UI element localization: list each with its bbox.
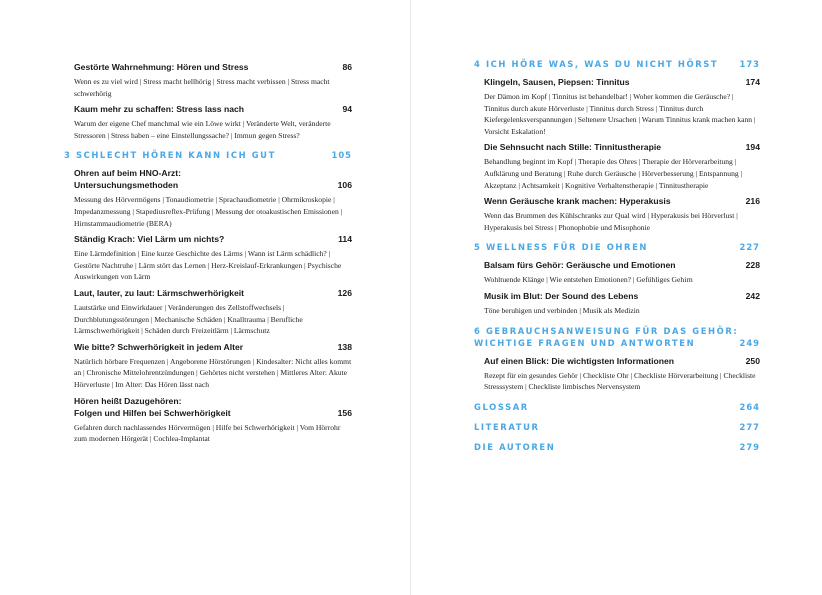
entry-heading <box>484 259 760 271</box>
chapter-title: GLOSSAR <box>474 401 529 412</box>
chapter-title: LITERATUR <box>474 421 540 432</box>
toc-entry[interactable] <box>74 61 352 99</box>
entry-page-number: 114 <box>338 234 352 245</box>
chapter-heading[interactable] <box>474 401 760 413</box>
entry-description: Gefahren durch nachlassendes Hörvermögen | Hilfe bei Schwerhörigkeit | Vom Hörrohr zum modernen Hörgerät | Cochlea-Implantat <box>74 422 341 444</box>
entry-title: Hören heißt Dazugehören: <box>74 395 182 406</box>
chapter-title: 4 ICH HÖRE WAS, WAS DU NICHT HÖRST <box>474 59 719 69</box>
toc-entry[interactable] <box>484 259 760 286</box>
chapter-heading[interactable] <box>474 325 760 349</box>
toc-entry[interactable] <box>74 341 352 391</box>
entry-heading <box>74 103 352 115</box>
entry-title: Musik im Blut: Der Sound des Lebens <box>484 290 639 301</box>
entry-description: Der Dämon im Kopf | Tinnitus ist behandelbar! | Woher kommen die Geräusche? | Tinnitus durch akute Hörverluste | Tinnitus durch Stress | Tinnitus durch Kiefergelenksverspannungen | Seltenere Ursachen | Warum Tinnitus krank machen kann | Vorsicht Eskalation! <box>484 92 756 136</box>
entry-description: Lautstärke und Einwirkdauer | Veränderungen des Zellstoffwechsels | Durchblutungsstörungen | Mechanische Schäden | Knalltrauma | Berufliche Lärmschwerhörigkeit | Schäden durch Freizeitlärm | Lärmschutz <box>74 302 303 336</box>
entry-heading <box>484 195 760 207</box>
entry-heading <box>484 355 760 367</box>
chapter-page-number: 277 <box>739 421 760 432</box>
entry-title-cont: Folgen und Hilfen bei Schwerhörigkeit <box>74 407 231 418</box>
entry-heading <box>74 61 352 73</box>
toc-entry[interactable] <box>484 355 760 393</box>
entry-title: Laut, lauter, zu laut: Lärmschwerhörigkeit <box>74 287 244 298</box>
chapter-heading[interactable] <box>474 441 760 453</box>
toc-entry[interactable] <box>74 233 352 283</box>
chapter-page-number: 264 <box>739 401 760 412</box>
chapter-page-number: 105 <box>331 150 352 161</box>
right-page <box>474 58 760 459</box>
entry-heading <box>74 395 352 407</box>
toc-entry[interactable] <box>74 167 352 229</box>
entry-page-number: 216 <box>745 196 760 207</box>
entry-page-number: 138 <box>337 341 352 352</box>
entry-title: Klingeln, Sausen, Piepsen: Tinnitus <box>484 77 630 87</box>
entry-page-number: 86 <box>342 62 352 72</box>
chapter-page-number: 227 <box>739 242 760 253</box>
chapter-title-cont: WICHTIGE FRAGEN UND ANTWORTEN <box>474 337 696 348</box>
entry-title: Kaum mehr zu schaffen: Stress lass nach <box>74 104 245 115</box>
entry-page-number: 156 <box>337 407 352 418</box>
toc-entry[interactable] <box>74 287 352 337</box>
entry-description: Messung des Hörvermögens | Tonaudiometrie | Sprachaudiometrie | Ohrmikroskopie | Impedanzmessung | Stapediusreflex-Prüfung | Messung der otoakustischen Emissionen | Hirnstammaudiometrie (BERA) <box>74 195 343 228</box>
left-page <box>64 58 352 449</box>
entry-page-number: 106 <box>337 180 352 191</box>
entry-heading <box>74 341 352 353</box>
entry-title: Ohren auf beim HNO-Arzt: <box>74 168 181 179</box>
entry-page-number: 250 <box>745 355 760 366</box>
toc-entry[interactable] <box>484 141 760 191</box>
toc-entry[interactable] <box>484 195 760 233</box>
chapter-page-number: 173 <box>739 59 760 69</box>
toc-entry[interactable] <box>484 76 760 137</box>
entry-page-number: 126 <box>337 287 352 298</box>
entry-heading <box>484 76 760 88</box>
chapter-page-number: 279 <box>739 441 760 452</box>
entry-title: Balsam fürs Gehör: Geräusche und Emotionen <box>484 260 676 271</box>
entry-heading-line2 <box>74 179 352 191</box>
entry-heading <box>74 233 352 245</box>
entry-title: Auf einen Blick: Die wichtigsten Informationen <box>484 355 675 366</box>
entry-description: Eine Lärmdefinition | Eine kurze Geschichte des Lärms | Wann ist Lärm schädlich? | Gestörte Nachtruhe | Lärm stört das Lernen | Herz-Kreislauf-Erkrankungen | Psychische Auswirkungen von Lärm <box>74 249 342 282</box>
toc-entry[interactable] <box>484 290 760 317</box>
entry-title: Ständig Krach: Viel Lärm um nichts? <box>74 234 225 245</box>
entry-description: Wenn das Brummen des Kühlschranks zur Qual wird | Hyperakusis bei Hörverlust | Hyperakusis bei Stress | Phonophobie und Misophonie <box>484 211 738 232</box>
toc-entry[interactable] <box>74 103 352 141</box>
entry-title: Gestörte Wahrnehmung: Hören und Stress <box>74 62 249 72</box>
entry-description: Natürlich hörbare Frequenzen | Angeborene Hörstörungen | Kindesalter: Nicht alles kommt an | Chronische Mittelohrentzündungen | Gehörtes nicht verstehen | Mittleres Alter: Akute Hörverluste | Im Alter: Das Hören lässt nach <box>74 356 352 389</box>
entry-title-cont: Untersuchungsmethoden <box>74 180 179 191</box>
entry-heading <box>484 141 760 153</box>
page-gutter <box>410 0 411 595</box>
entry-page-number: 174 <box>745 77 760 87</box>
entry-description: Warum der eigene Chef manchmal wie ein Löwe wirkt | Veränderte Welt, veränderte Stressoren | Stress haben – eine Einstellungssache? | Immun gegen Stress? <box>74 119 331 140</box>
entry-page-number: 228 <box>745 260 760 271</box>
entry-page-number: 194 <box>745 142 760 153</box>
entry-page-number: 94 <box>342 104 352 115</box>
entry-description: Wenn es zu viel wird | Stress macht hellhörig | Stress macht verbissen | Stress macht schwerhörig <box>74 77 330 98</box>
toc-entry[interactable] <box>74 395 352 445</box>
chapter-heading[interactable] <box>474 241 760 253</box>
entry-description: Wohltuende Klänge | Wie entstehen Emotionen? | Gefühliges Gehirn <box>484 275 693 285</box>
entry-heading <box>74 287 352 299</box>
entry-title: Die Sehnsucht nach Stille: Tinnitustherapie <box>484 142 661 153</box>
entry-description: Töne beruhigen und verbinden | Musik als Medizin <box>484 305 640 315</box>
chapter-title: 5 WELLNESS FÜR DIE OHREN <box>474 242 649 253</box>
entry-page-number: 242 <box>745 290 760 301</box>
chapter-heading[interactable] <box>474 421 760 433</box>
entry-heading <box>74 167 352 179</box>
chapter-title: DIE AUTOREN <box>474 441 556 452</box>
chapter-title: 3 SCHLECHT HÖREN KANN ICH GUT <box>64 150 276 161</box>
entry-heading <box>484 290 760 302</box>
entry-description: Rezept für ein gesundes Gehör | Checkliste Ohr | Checkliste Hörverarbeitung | Checkliste Stresssystem | Checkliste limbisches Nervensystem <box>484 370 756 392</box>
entry-title: Wie bitte? Schwerhörigkeit in jedem Alter <box>74 341 244 352</box>
entry-description: Behandlung beginnt im Kopf | Therapie des Ohres | Therapie der Hörverarbeitung | Aufklärung und Beratung | Ruhe durch Geräusche | Hörverbesserung | Entspannung | Akzeptanz | Achtsamkeit | Kognitive Verhaltenstherapie | Tinnitustherapie <box>484 157 743 190</box>
entry-heading-line2 <box>74 407 352 419</box>
chapter-title-line2 <box>474 337 760 349</box>
chapter-title: 6 GEBRAUCHSANWEISUNG FÜR DAS GEHÖR: <box>474 325 739 336</box>
chapter-heading[interactable] <box>474 58 760 70</box>
entry-title: Wenn Geräusche krank machen: Hyperakusis <box>484 196 671 207</box>
chapter-page-number: 249 <box>739 337 760 348</box>
chapter-heading[interactable] <box>64 149 352 161</box>
